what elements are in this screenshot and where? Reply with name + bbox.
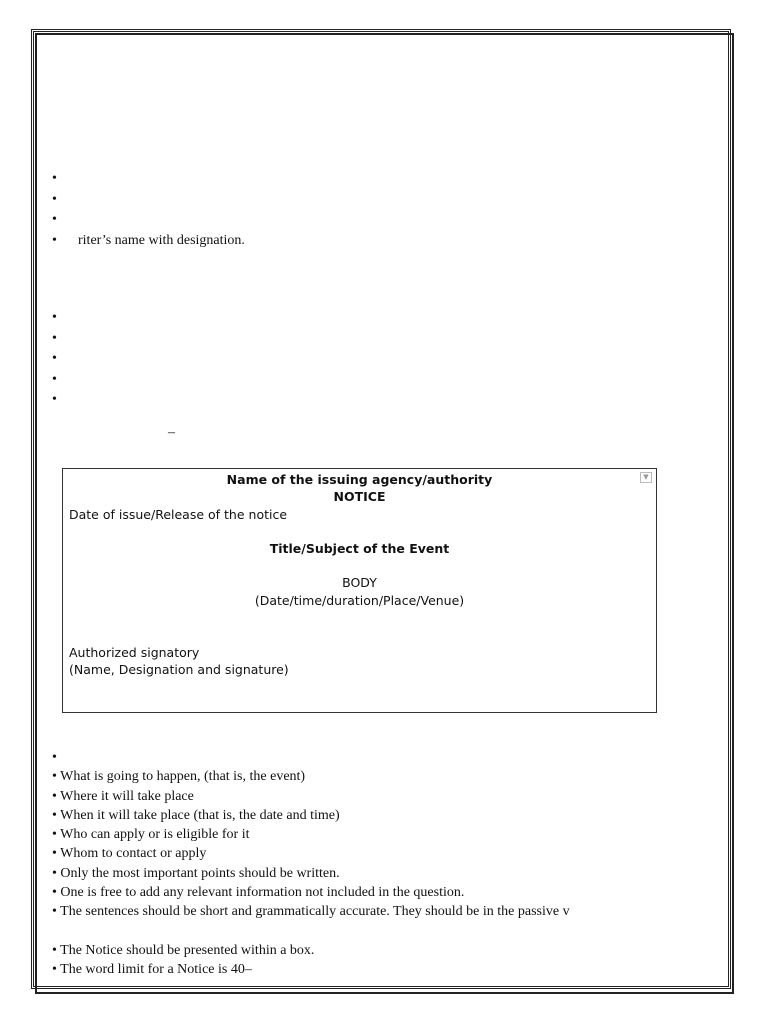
notice-signatory: Authorized signatory [69,645,200,660]
notice-date: Date of issue/Release of the notice [69,507,288,522]
notice-body: BODY [342,575,377,590]
list-item: • [52,750,57,765]
list-item [52,370,78,391]
notice-body-detail: (Date/time/duration/Place/Venue) [254,593,465,608]
list-gap [52,922,570,941]
bullet-list-notice-parts [52,308,78,411]
list-item: • Who can apply or is eligible for it [52,827,250,843]
list-item: • Whom to contact or apply [52,846,207,862]
list-item: • riter’s name with designation. [52,231,245,252]
list-item: • One is free to add any relevant information not included in the question. [52,885,465,901]
notice-title: Title/Subject of the Event [269,541,450,556]
list-item: • What is going to happen, (that is, the event) [52,769,306,785]
notice-agency: Name of the issuing agency/authority [226,472,493,487]
notice-signatory-detail: (Name, Designation and signature) [69,662,289,677]
list-item [52,210,245,231]
list-item: • Only the most important points should be written. [52,865,340,881]
dropdown-arrow-icon: ▼ [640,472,652,483]
list-item: • The word limit for a Notice is 40– [52,962,252,978]
list-item: • The sentences should be short and grammatically accurate. They should be in the passive v [52,904,570,920]
dash-mark: – [168,425,175,440]
notice-format-box [62,468,657,713]
list-item: • When it will take place (that is, the date and time) [52,807,340,823]
bullet-list-writer-details [52,169,245,251]
list-item [52,308,78,329]
list-item [52,190,245,211]
list-item: • The Notice should be presented within a box. [52,942,315,958]
list-item [52,329,78,350]
notice-guidelines-list [52,748,570,980]
list-item: • Where it will take place [52,788,194,804]
list-item [52,169,245,190]
list-item [52,349,78,370]
notice-heading: NOTICE [333,489,386,504]
list-item [52,390,78,411]
